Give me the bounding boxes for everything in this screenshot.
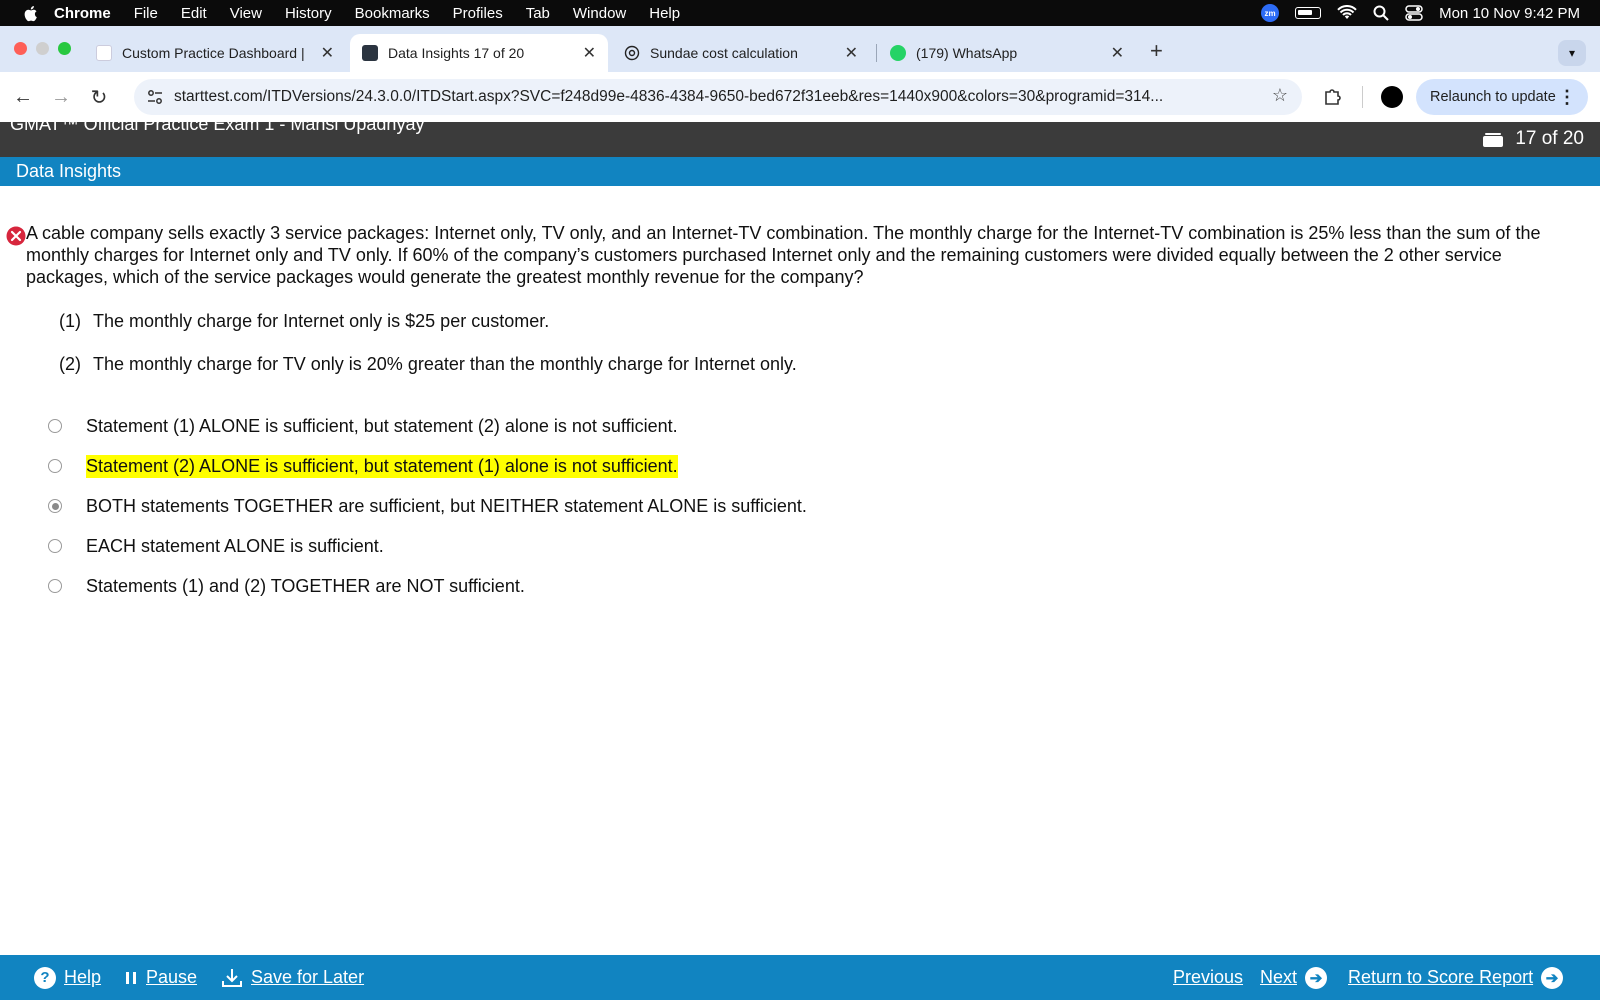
statement-number: (2) [59,354,81,374]
profile-avatar[interactable] [1381,86,1403,108]
minimize-window-button[interactable] [36,42,49,55]
close-window-button[interactable] [14,42,27,55]
menu-file[interactable]: File [133,4,158,22]
pause-button[interactable] [124,955,197,1000]
dashboard-favicon-icon [96,45,112,61]
browser-tab-strip [0,26,1600,72]
menu-history[interactable]: History [284,4,332,22]
more-menu-icon[interactable]: ⋮ [1558,86,1576,107]
reload-icon[interactable]: ↻ [90,86,108,109]
whatsapp-favicon-icon [890,45,906,61]
return-arrow-icon: ➔ [1541,967,1563,989]
menu-edit[interactable]: Edit [180,4,207,22]
tab-title: Sundae cost calculation [650,45,798,61]
help-icon: ? [34,967,56,989]
tab-close-icon[interactable]: ✕ [320,45,334,62]
new-tab-plus-icon[interactable]: + [1150,38,1163,63]
radio-button[interactable] [48,539,62,553]
tab-custom-practice-dashboard[interactable] [84,34,346,72]
statement-1 [59,311,549,332]
extensions-puzzle-icon[interactable] [1322,86,1342,106]
menu-help[interactable]: Help [649,4,681,22]
radio-button[interactable] [48,579,62,593]
radio-button[interactable] [48,459,62,473]
save-for-later-button[interactable] [221,955,364,1000]
back-arrow-icon[interactable]: ← [13,85,33,108]
previous-button[interactable] [1173,955,1243,1000]
chatgpt-favicon-icon [624,45,640,61]
question-stem: A cable company sells exactly 3 service packages: Internet only, TV only, and an Internet-TV combination. The monthly charge for the Internet-TV combination is 25% less than the sum of the monthly charges for Internet only and TV only. If 60% of the company’s customers purchased Internet only and the remaining customers were divided equally between the 2 other service packages, which of the service packages would generate the greatest monthly revenue for the company? [26,223,1541,287]
exam-title: GMAT™ Official Practice Exam 1 - Mansi Upadhyay [10,114,425,134]
exam-footer [0,955,1600,1000]
tab-search-chevron-icon[interactable]: ▾ [1558,40,1586,66]
incorrect-x-icon [6,226,26,246]
choice-text[interactable]: Statement (1) ALONE is sufficient, but statement (2) alone is not sufficient. [86,415,678,436]
relaunch-label: Relaunch to update [1430,89,1556,105]
menu-window[interactable]: Window [572,4,627,22]
progress-text: 17 of 20 [1515,128,1584,149]
next-arrow-icon: ➔ [1305,967,1327,989]
choice-text-highlighted[interactable]: Statement (2) ALONE is sufficient, but statement (1) alone is not sufficient. [86,455,678,476]
wifi-icon[interactable] [1337,5,1357,21]
answer-choice-d[interactable] [48,526,848,566]
answer-choice-c[interactable] [48,486,848,526]
question-progress [1483,128,1584,150]
zoom-status-icon[interactable]: zm [1261,4,1279,22]
radio-button-selected[interactable] [48,499,62,513]
answer-choice-b[interactable] [48,446,848,486]
tab-title: Data Insights 17 of 20 [388,45,525,61]
battery-icon[interactable] [1295,7,1321,19]
apple-icon[interactable] [22,5,38,22]
statement-text: The monthly charge for TV only is 20% greater than the monthly charge for Internet only. [93,354,797,374]
next-button[interactable] [1260,955,1327,1000]
tab-title: (179) WhatsApp [916,45,1018,61]
tab-close-icon[interactable]: ✕ [582,45,596,62]
radio-button[interactable] [48,419,62,433]
tab-data-insights[interactable] [350,34,608,72]
control-center-icon[interactable] [1405,5,1423,21]
spotlight-search-icon[interactable] [1373,5,1389,21]
pause-icon [124,971,138,985]
address-bar[interactable] [134,79,1302,115]
forward-arrow-icon[interactable]: → [51,85,71,108]
relaunch-to-update-button[interactable] [1416,79,1588,115]
tab-close-icon[interactable]: ✕ [1110,45,1124,62]
statement-number: (1) [59,311,81,331]
statement-text: The monthly charge for Internet only is $25 per customer. [93,311,550,331]
menu-view[interactable]: View [229,4,262,22]
menu-app-chrome[interactable]: Chrome [54,4,111,22]
choice-text[interactable]: BOTH statements TOGETHER are sufficient, but NEITHER statement ALONE is sufficient. [86,495,807,516]
macos-menu-bar [0,0,1600,26]
exam-favicon-icon [362,45,378,61]
help-label: Help [64,967,102,987]
tab-separator [876,44,877,62]
pause-label: Pause [146,967,198,987]
previous-label: Previous [1173,967,1244,987]
section-title: Data Insights [0,157,1600,186]
zoom-window-button[interactable] [58,42,71,55]
statement-2 [59,354,797,375]
tab-close-icon[interactable]: ✕ [844,45,858,62]
save-for-later-label: Save for Later [251,967,365,987]
tab-sundae-cost-calculation[interactable] [612,34,870,72]
choice-text[interactable]: Statements (1) and (2) TOGETHER are NOT sufficient. [86,575,525,596]
tab-whatsapp[interactable] [878,34,1136,72]
window-controls [14,42,71,55]
menu-tab[interactable]: Tab [525,4,550,22]
choice-text[interactable]: EACH statement ALONE is sufficient. [86,535,384,556]
return-to-score-report-button[interactable] [1348,955,1563,1000]
menu-bookmarks[interactable]: Bookmarks [354,4,430,22]
help-button[interactable] [34,955,101,1000]
question-block [6,222,1546,288]
url-text[interactable]: starttest.com/ITDVersions/24.3.0.0/ITDStart.aspx?SVC=f248d99e-4836-4384-9650-bed672f31eeb&res=1440x900&colors=30&programid=314... [174,88,1164,105]
download-icon [221,968,243,988]
answer-choice-e[interactable] [48,566,848,606]
next-label: Next [1260,967,1298,987]
answer-choice-a[interactable] [48,406,848,446]
exam-header [0,114,1600,157]
menu-profiles[interactable]: Profiles [452,4,503,22]
menu-clock[interactable]: Mon 10 Nov 9:42 PM [1439,4,1580,22]
tab-title: Custom Practice Dashboard | [122,45,305,61]
toolbar-divider [1362,86,1363,108]
bookmark-star-icon[interactable]: ☆ [1271,85,1288,105]
return-label: Return to Score Report [1348,967,1534,987]
site-settings-icon[interactable] [146,88,164,106]
question-stack-icon [1483,132,1503,147]
